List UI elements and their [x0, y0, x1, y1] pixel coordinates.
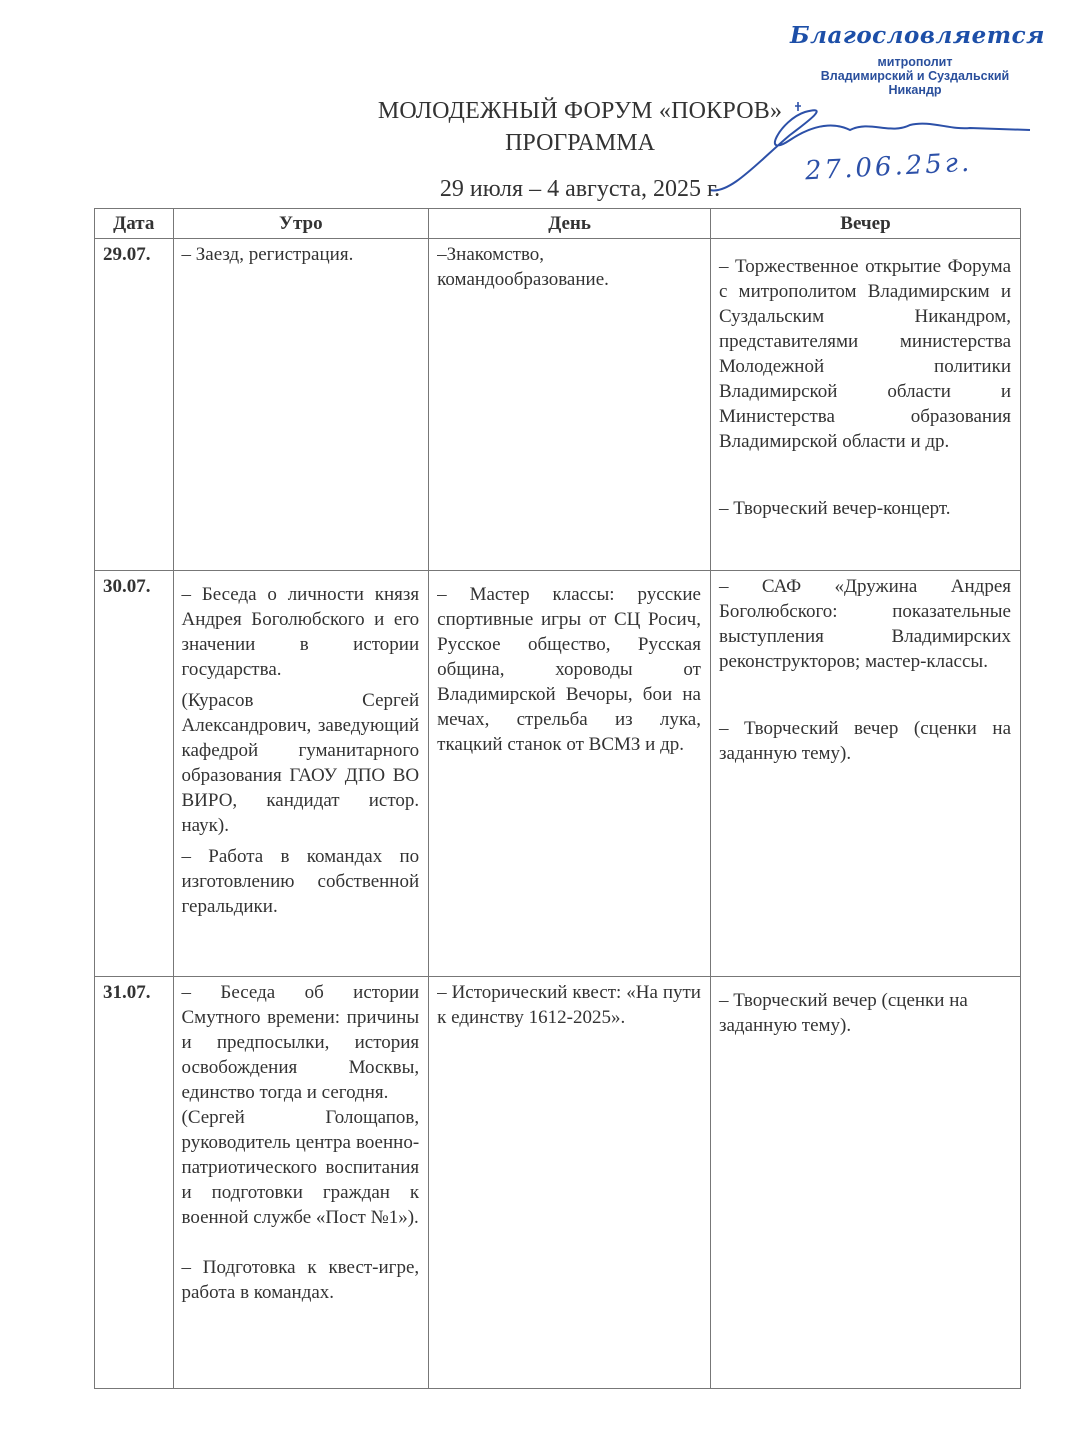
evening-item: – Торжественное открытие Форума с митрополитом Владимирским и Суздальским Никандром, представителями министерства Молодежной политики Владимирской области и Министерства образования Владимирской области и др.: [718, 256, 1011, 452]
morning-item: (Курасов Сергей Александрович, заведующий кафедрой гуманитарного образования ГАОУ ДПО ВО ВИРО, кандидат истор. наук).: [181, 690, 420, 836]
morning-item: – Беседа о личности князя Андрея Боголюбского и его значении в истории государства.: [181, 584, 420, 680]
col-header-evening: Вечер: [710, 209, 1020, 239]
col-header-morning: Утро: [173, 209, 429, 239]
blessing-stamp: [790, 22, 1045, 97]
day-item: –Знакомство, командообразование.: [437, 244, 609, 290]
signature-date: 27.06.25г.: [804, 147, 973, 187]
row-day: [429, 571, 711, 977]
row-morning: [173, 239, 429, 571]
morning-item: – Заезд, регистрация.: [181, 244, 354, 265]
evening-item: – Творческий вечер-концерт.: [718, 498, 951, 519]
evening-item: – САФ «Дружина Андрея Боголюбского: показательные выступления Владимирских реконструкторов; мастер-классы.: [718, 576, 1011, 672]
blessing-see: Владимирский и Суздальский: [820, 69, 1010, 83]
row-evening: [710, 571, 1020, 977]
morning-item: – Работа в командах по изготовлению собственной геральдики.: [181, 846, 420, 917]
evening-item: – Творческий вечер (сценки на заданную тему).: [718, 990, 968, 1036]
row-date: 31.07.: [95, 977, 174, 1389]
document-dates: 29 июля – 4 августа, 2025 г.: [439, 176, 721, 202]
morning-item: – Подготовка к квест-игре, работа в командах.: [181, 1257, 420, 1303]
table-row: [95, 571, 1021, 977]
row-morning: [173, 571, 429, 977]
row-evening: [710, 239, 1020, 571]
program-table: [94, 208, 1021, 1389]
document-title: МОЛОДЕЖНЫЙ ФОРУМ «ПОКРОВ»: [377, 98, 783, 124]
row-day: [429, 239, 711, 571]
morning-item: (Сергей Голощапов, руководитель центра военно-патриотического воспитания и подготовки граждан к военной службе «Пост №1»).: [181, 1107, 420, 1228]
col-header-day: День: [429, 209, 711, 239]
col-header-date: Дата: [95, 209, 174, 239]
table-header-row: [95, 209, 1021, 239]
document-subtitle: ПРОГРАММА: [505, 130, 655, 156]
morning-item: – Беседа об истории Смутного времени: причины и предпосылки, история освобождения Москвы, единство тогда и сегодня.: [181, 982, 420, 1103]
blessing-script: Благословляется: [790, 22, 1045, 49]
blessing-name: Никандр: [888, 83, 942, 97]
row-evening: [710, 977, 1020, 1389]
row-date: 30.07.: [95, 571, 174, 977]
table-row: [95, 977, 1021, 1389]
table-row: [95, 239, 1021, 571]
day-item: – Мастер классы: русские спортивные игры от СЦ Росич, Русское общество, Русская община, хороводы от Владимирской Вечоры, бои на мечах, стрельба из лука, ткацкий станок от ВСМЗ и др.: [437, 584, 701, 755]
row-morning: [173, 977, 429, 1389]
row-date: 29.07.: [95, 239, 174, 571]
day-item: – Исторический квест: «На пути к единству 1612-2025».: [437, 982, 701, 1028]
row-day: [429, 977, 711, 1389]
blessing-title: митрополит: [877, 55, 953, 69]
evening-item: – Творческий вечер (сценки на заданную тему).: [718, 718, 1011, 764]
